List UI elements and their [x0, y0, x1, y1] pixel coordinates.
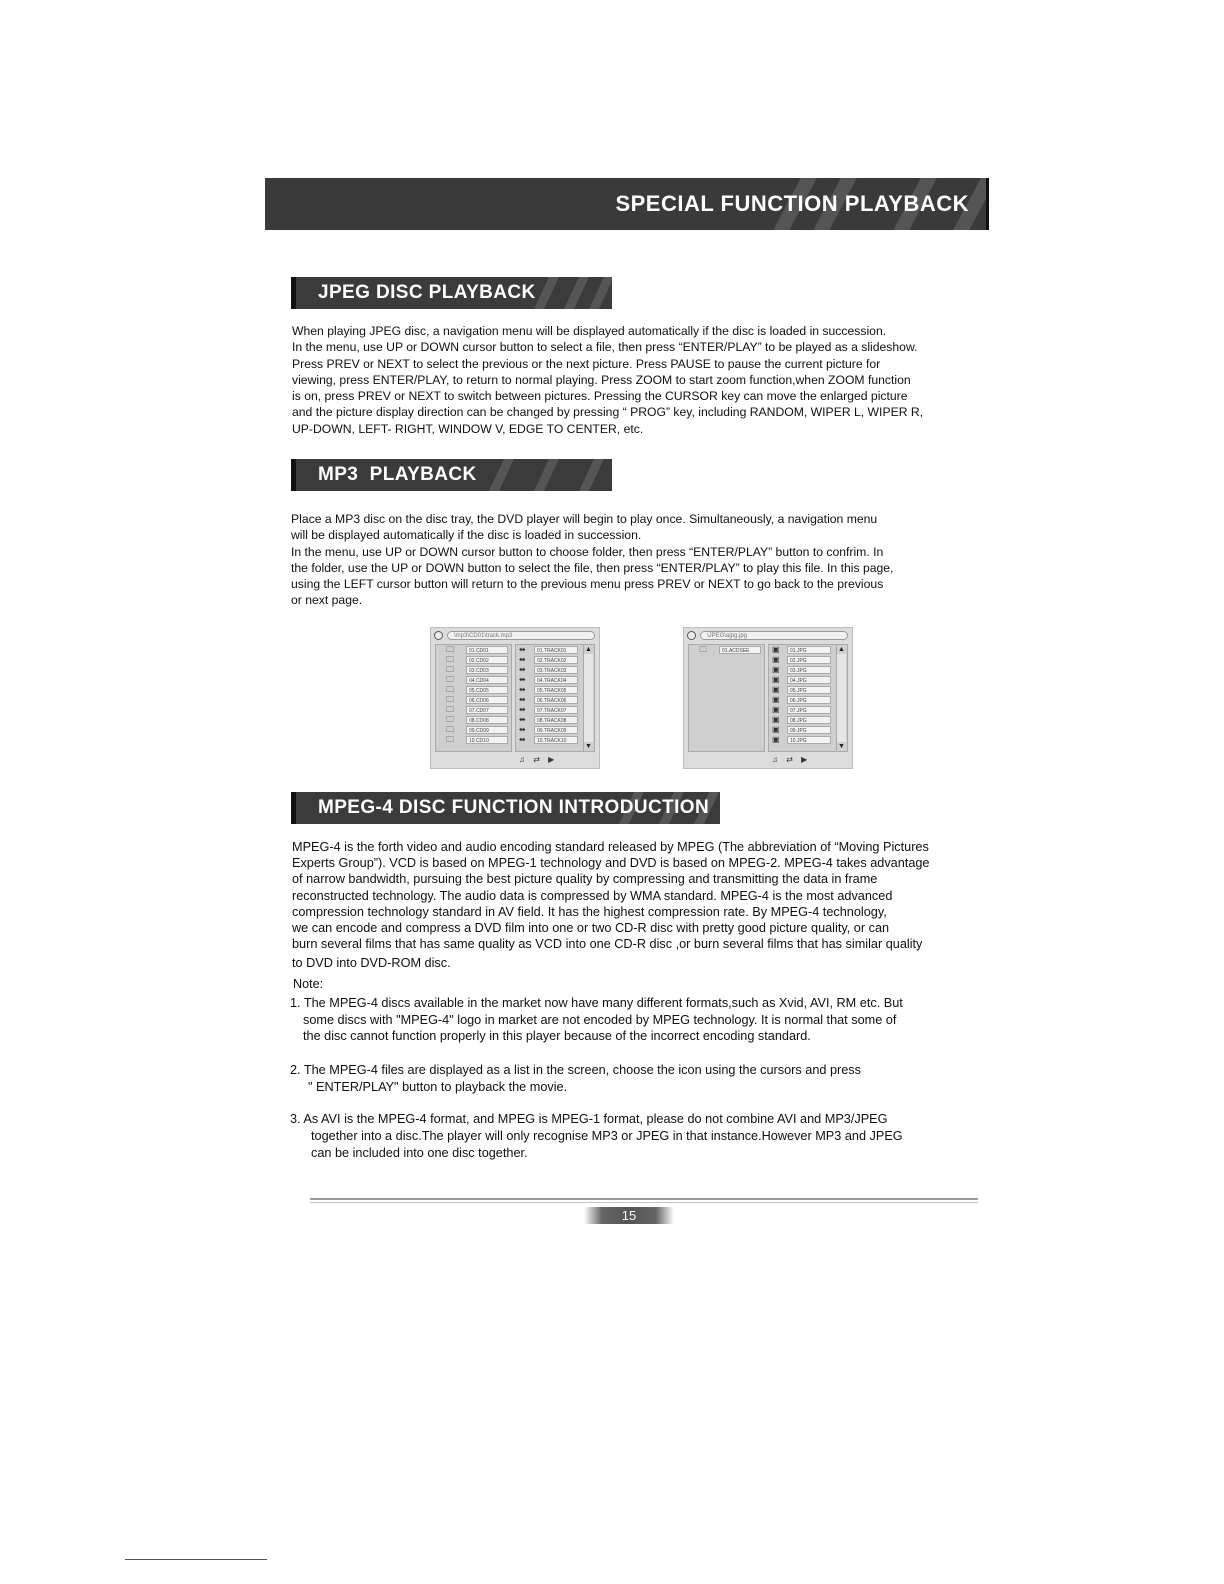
audio-file-icon: ⬌: [519, 695, 526, 704]
audio-file-icon: ⬌: [519, 715, 526, 724]
audio-file-icon: ⬌: [519, 685, 526, 694]
scroll-down-icon[interactable]: ▼: [585, 743, 592, 750]
page-header-bar: [265, 178, 989, 230]
file-label: 08.TRACK08: [534, 716, 578, 724]
file-label: 01.JPG: [787, 646, 831, 654]
file-label: 10.TRACK10: [534, 736, 578, 744]
image-file-icon: ▣: [772, 645, 780, 654]
playback-controls[interactable]: ♫ ⇄ ▶: [772, 755, 811, 764]
image-file-icon: ▣: [772, 675, 780, 684]
folder-icon: 🗀: [446, 645, 454, 654]
mp3-navigation-screen: [430, 627, 600, 769]
text-line: 3. As AVI is the MPEG-4 format, and MPEG is MPEG-1 format, please do not combine AVI and MP3/JPEG: [290, 1112, 888, 1126]
text-line: and the picture display direction can be changed by pressing “ PROG” key, including RANDOM, WIPER L, WIPER R,: [292, 405, 924, 420]
section-heading-mp3: [291, 459, 612, 491]
note-3: [290, 1111, 903, 1162]
folder-label: 08.CD08: [466, 716, 508, 724]
folder-item[interactable]: [436, 685, 511, 695]
folder-icon: 🗀: [446, 695, 454, 704]
note-label: Note:: [293, 977, 324, 991]
note-2: [290, 1062, 861, 1095]
text-line: In the menu, use UP or DOWN cursor button to select a file, then press “ENTER/PLAY” to be played as a slideshow.: [292, 340, 918, 355]
folder-item[interactable]: [436, 725, 511, 735]
text-line: Press PREV or NEXT to select the previous or the next picture. Press PAUSE to pause the current picture for: [292, 356, 881, 371]
folder-label: 06.CD06: [466, 696, 508, 704]
header-edge: [986, 178, 989, 230]
folder-item[interactable]: [436, 715, 511, 725]
folder-label: 10.CD10: [466, 736, 508, 744]
scrollbar[interactable]: [836, 645, 846, 751]
text-line: the disc cannot function properly in this player because of the incorrect encoding standard.: [303, 1029, 811, 1044]
folder-label: 03.CD03: [466, 666, 508, 674]
text-line: some discs with "MPEG-4" logo in market are not encoded by MPEG technology. It is normal that some of: [303, 1012, 897, 1027]
text-line: In the menu, use UP or DOWN cursor button to choose folder, then press “ENTER/PLAY” button to confrim. In: [291, 544, 884, 559]
folder-label: 09.CD09: [466, 726, 508, 734]
folder-icon: 🗀: [699, 645, 707, 654]
text-line: is on, press PREV or NEXT to switch between pictures. Pressing the CURSOR key can move the enlarged picture: [292, 389, 908, 404]
jpeg-paragraph: [292, 323, 923, 437]
file-label: 06.TRACK06: [534, 696, 578, 704]
note-1: [290, 995, 903, 1045]
page-number: 15: [584, 1207, 674, 1224]
file-label: 07.TRACK07: [534, 706, 578, 714]
text-line: using the LEFT cursor button will return to the previous menu press PREV or NEXT to go back to the previous: [291, 577, 884, 592]
disc-icon: [687, 631, 696, 640]
image-file-icon: ▣: [772, 695, 780, 704]
playback-controls[interactable]: ♫ ⇄ ▶: [519, 755, 558, 764]
text-line: viewing, press ENTER/PLAY, to return to normal playing. Press ZOOM to start zoom function,when ZOOM function: [292, 372, 911, 387]
folder-label: 05.CD05: [466, 686, 508, 694]
file-label: 04.TRACK04: [534, 676, 578, 684]
file-label: 03.JPG: [787, 666, 831, 674]
folder-label: 04.CD04: [466, 676, 508, 684]
file-list: [768, 644, 848, 752]
folder-icon: 🗀: [446, 735, 454, 744]
folder-icon: 🗀: [446, 725, 454, 734]
text-line: MPEG-4 is the forth video and audio encoding standard released by MPEG (The abbreviation of “Moving Pictures: [292, 840, 929, 854]
image-file-icon: ▣: [772, 685, 780, 694]
footer-rule: [310, 1198, 978, 1200]
file-label: 08.JPG: [787, 716, 831, 724]
folder-item[interactable]: [436, 695, 511, 705]
folder-icon: 🗀: [446, 685, 454, 694]
folder-icon: 🗀: [446, 675, 454, 684]
text-line: will be displayed automatically if the disc is loaded in succession.: [291, 528, 642, 543]
image-file-icon: ▣: [772, 655, 780, 664]
file-label: 07.JPG: [787, 706, 831, 714]
file-label: 09.TRACK09: [534, 726, 578, 734]
folder-item[interactable]: [436, 705, 511, 715]
text-line: or next page.: [291, 593, 363, 608]
mp3-paragraph: [291, 511, 893, 609]
section-heading-jpeg-label: JPEG DISC PLAYBACK: [318, 282, 536, 303]
text-line: together into a disc.The player will only recognise MP3 or JPEG in that instance.However MP3 and JPEG: [311, 1129, 903, 1143]
footer-rule: [310, 1202, 978, 1203]
audio-file-icon: ⬌: [519, 665, 526, 674]
text-line: can be included into one disc together.: [311, 1146, 528, 1160]
folder-icon: 🗀: [446, 665, 454, 674]
file-label: 09.JPG: [787, 726, 831, 734]
file-label: 06.JPG: [787, 696, 831, 704]
disc-icon: [434, 631, 443, 640]
file-label: 04.JPG: [787, 676, 831, 684]
folder-label: 01.ACDSEE: [719, 646, 761, 654]
text-line: " ENTER/PLAY" button to playback the movie.: [308, 1079, 568, 1094]
image-file-icon: ▣: [772, 715, 780, 724]
folder-list: [688, 644, 765, 752]
file-label: 02.TRACK02: [534, 656, 578, 664]
folder-item[interactable]: [436, 655, 511, 665]
page-title: SPECIAL FUNCTION PLAYBACK: [615, 191, 969, 216]
audio-file-icon: ⬌: [519, 645, 526, 654]
file-label: 01.TRACK01: [534, 646, 578, 654]
scrollbar[interactable]: [583, 645, 593, 751]
section-heading-jpeg: [291, 277, 612, 309]
section-heading-mpeg4: [291, 792, 720, 824]
text-line: reconstructed technology. The audio data is compressed by WMA standard. MPEG-4 is the most advanced: [292, 888, 893, 903]
folder-list: [435, 644, 512, 752]
bottom-rule: [125, 1559, 267, 1560]
audio-file-icon: ⬌: [519, 735, 526, 744]
scroll-up-icon[interactable]: ▲: [585, 646, 592, 653]
text-line: 1. The MPEG-4 discs available in the market now have many different formats,such as Xvid, AVI, RM etc. But: [290, 996, 903, 1010]
folder-label: 02.CD02: [466, 656, 508, 664]
file-label: 02.JPG: [787, 656, 831, 664]
text-line: Place a MP3 disc on the disc tray, the DVD player will begin to play once. Simultaneously, a navigation menu: [291, 512, 878, 526]
jpeg-navigation-screen: [683, 627, 853, 769]
audio-file-icon: ⬌: [519, 705, 526, 714]
file-label: 05.TRACK05: [534, 686, 578, 694]
text-line: UP-DOWN, LEFT- RIGHT, WINDOW V, EDGE TO CENTER, etc.: [292, 421, 644, 436]
image-file-icon: ▣: [772, 705, 780, 714]
text-line: of narrow bandwidth, pursuing the best picture quality by compressing and transmitting the data in frame: [292, 872, 878, 887]
image-file-icon: ▣: [772, 665, 780, 674]
text-line: When playing JPEG disc, a navigation menu will be displayed automatically if the disc is loaded in succession.: [292, 324, 887, 338]
text-line: to DVD into DVD-ROM disc.: [292, 956, 451, 971]
file-label: 05.JPG: [787, 686, 831, 694]
image-file-icon: ▣: [772, 725, 780, 734]
file-label: 03.TRACK03: [534, 666, 578, 674]
section-heading-mpeg4-label: MPEG-4 DISC FUNCTION INTRODUCTION: [318, 797, 710, 818]
audio-file-icon: ⬌: [519, 655, 526, 664]
text-line: compression technology standard in AV field. It has the highest compression rate. By MPEG-4 technology,: [292, 904, 887, 919]
file-label: 10.JPG: [787, 736, 831, 744]
text-line: we can encode and compress a DVD film into one or two CD-R disc with pretty good picture quality, or can: [292, 921, 890, 936]
folder-label: 01.CD01: [466, 646, 508, 654]
file-list: [515, 644, 595, 752]
folder-icon: 🗀: [446, 655, 454, 664]
audio-file-icon: ⬌: [519, 725, 526, 734]
text-line: 2. The MPEG-4 files are displayed as a list in the screen, choose the icon using the cursors and press: [290, 1063, 861, 1077]
scroll-up-icon[interactable]: ▲: [838, 646, 845, 653]
text-line: burn several films that has same quality as VCD into one CD-R disc ,or burn several films that has similar quality: [292, 937, 923, 952]
folder-icon: 🗀: [446, 705, 454, 714]
mpeg4-paragraph: [292, 839, 930, 972]
folder-label: 07.CD07: [466, 706, 508, 714]
path-field: \JPEG\ajpg.jpg: [700, 631, 848, 640]
text-line: the folder, use the UP or DOWN button to select the file, then press “ENTER/PLAY” to play this file. In this page,: [291, 560, 894, 575]
folder-icon: 🗀: [446, 715, 454, 724]
text-line: Experts Group”). VCD is based on MPEG-1 technology and DVD is based on MPEG-2. MPEG-4 takes advantage: [292, 856, 930, 871]
section-heading-mp3-label: MP3 PLAYBACK: [318, 464, 477, 485]
path-field: \mp3\CD01\track.mp3: [447, 631, 595, 640]
folder-item[interactable]: [436, 735, 511, 745]
image-file-icon: ▣: [772, 735, 780, 744]
folder-item[interactable]: [689, 645, 764, 655]
scroll-down-icon[interactable]: ▼: [838, 743, 845, 750]
folder-item[interactable]: [436, 645, 511, 655]
folder-item[interactable]: [436, 675, 511, 685]
audio-file-icon: ⬌: [519, 675, 526, 684]
folder-item[interactable]: [436, 665, 511, 675]
